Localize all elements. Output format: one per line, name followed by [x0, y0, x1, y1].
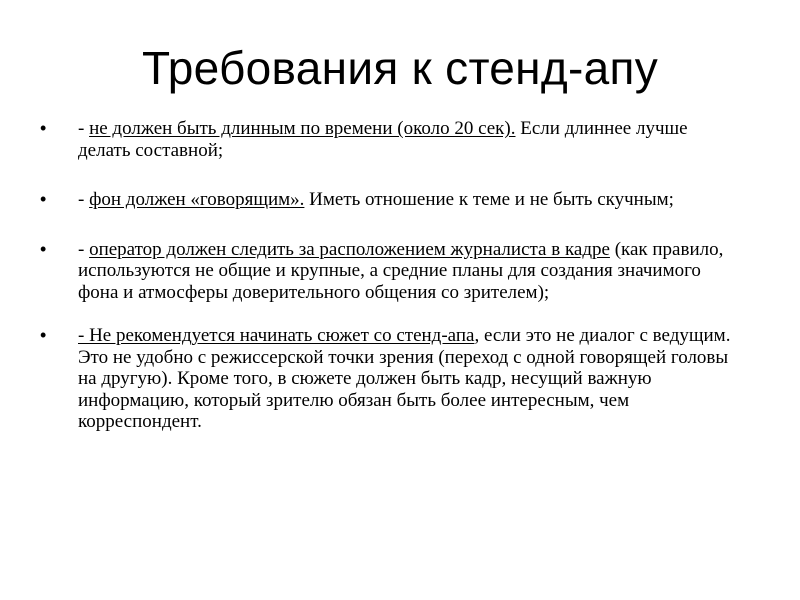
- bullet-prefix: -: [78, 238, 90, 260]
- bullet-underlined-text: оператор должен следить за расположением журналиста в кадре: [89, 238, 610, 260]
- slide-title: Требования к стенд-апу: [141, 42, 659, 94]
- bullet-dot-icon: •: [40, 325, 47, 345]
- bullet-text: Иметь отношение к теме и не быть скучным;: [304, 189, 674, 210]
- bullet-dot-icon: •: [40, 118, 47, 138]
- bullet-dot-icon: •: [40, 189, 47, 209]
- bullet-text: , если это не диалог с ведущим. Это не удобно с режиссерской точки зрения (переход с одной говорящей головы на другую). Кроме того, в сюжете должен быть кадр, несущий важную информацию, который зрителю обязан быть более интересным, чем корреспондент.: [78, 325, 731, 432]
- bullet-dot-icon: •: [40, 238, 47, 259]
- bullet-prefix: -: [78, 118, 90, 139]
- bullet-underlined-text: - Не рекомендуется начинать сюжет со стенд-апа: [78, 325, 475, 346]
- bullet-prefix: -: [78, 189, 90, 210]
- bullet-text: Если длиннее лучше делать составной;: [78, 118, 688, 161]
- bullet-item-4: [40, 325, 740, 433]
- bullet-underlined-text: не должен быть длинным по времени (около 20 сек).: [89, 118, 516, 139]
- bullet-item-1: [40, 118, 740, 161]
- bullet-item-3: [40, 239, 740, 304]
- bullet-text: (как правило, используются не общие и крупные, а средние планы для создания значимого фона и атмосферы доверительного общения со зрителем);: [78, 238, 724, 303]
- bullet-underlined-text: фон должен «говорящим».: [89, 189, 305, 210]
- bullet-list: [40, 118, 740, 461]
- bullet-item-2: [40, 189, 740, 211]
